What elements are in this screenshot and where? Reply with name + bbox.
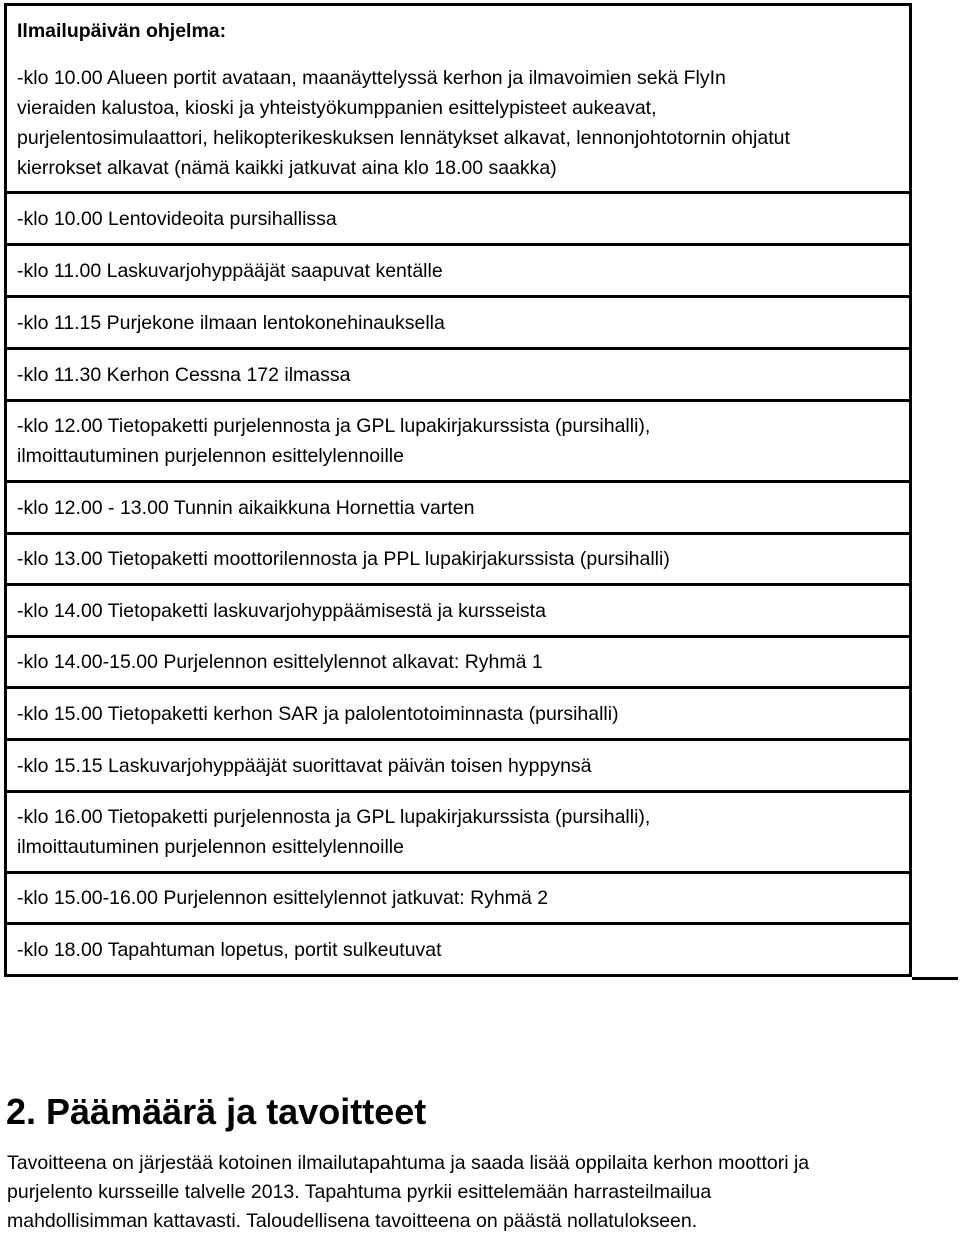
schedule-row (7, 399, 909, 480)
schedule-row (7, 295, 909, 347)
section-heading: 2. Päämäärä ja tavoitteet (6, 1091, 427, 1132)
schedule-row (7, 480, 909, 532)
schedule-row-text (17, 411, 650, 471)
schedule-row-text (17, 544, 670, 574)
schedule-row (7, 243, 909, 295)
schedule-line: ilmoittautuminen purjelennon esittelylennoille (17, 836, 404, 858)
paragraph-line: mahdollisimman kattavasti. Taloudellisena tavoitteena on päästä nollatulokseen. (7, 1210, 698, 1232)
schedule-line: -klo 13.00 Tietopaketti moottorilennosta ja PPL lupakirjakurssista (pursihalli) (17, 548, 670, 570)
schedule-row-text (17, 699, 619, 729)
schedule-row (7, 532, 909, 583)
schedule-row-text (17, 935, 442, 965)
schedule-row-text (17, 63, 790, 183)
schedule-line: kierrokset alkavat (nämä kaikki jatkuvat aina klo 18.00 saakka) (17, 157, 557, 179)
schedule-line: vieraiden kalustoa, kioski ja yhteistyökumppanien esittelypisteet aukeavat, (17, 97, 657, 119)
schedule-line: ilmoittautuminen purjelennon esittelylennoille (17, 445, 404, 467)
program-table (4, 3, 912, 977)
schedule-row-text (17, 802, 650, 862)
schedule-row-text (17, 256, 443, 286)
schedule-line: -klo 11.00 Laskuvarjohyppääjät saapuvat kentälle (17, 259, 443, 282)
schedule-line: -klo 11.15 Purjekone ilmaan lentokonehinauksella (17, 311, 445, 334)
schedule-line: -klo 14.00 Tietopaketti laskuvarjohyppäämisestä ja kursseista (17, 599, 546, 622)
schedule-row (7, 871, 909, 922)
schedule-row-text (17, 493, 474, 523)
schedule-line: -klo 16.00 Tietopaketti purjelennosta ja GPL lupakirjakurssista (pursihalli), (17, 806, 651, 828)
paragraph-line: Tavoitteena on järjestää kotoinen ilmailutapahtuma ja saada lisää oppilaita kerhon moottori ja (7, 1152, 810, 1174)
schedule-row-text (17, 360, 351, 390)
schedule-row-text (17, 883, 548, 913)
schedule-line: -klo 10.00 Lentovideoita pursihallissa (17, 207, 337, 230)
schedule-line: -klo 15.15 Laskuvarjohyppääjät suorittavat päivän toisen hyppynsä (17, 754, 592, 777)
program-title: Ilmailupäivän ohjelma: (17, 19, 227, 42)
schedule-line: -klo 15.00 Tietopaketti kerhon SAR ja palolentotoiminnasta (pursihalli) (17, 702, 619, 725)
schedule-row (7, 55, 909, 191)
schedule-row (7, 790, 909, 871)
schedule-row-text (17, 647, 543, 677)
schedule-line: -klo 14.00-15.00 Purjelennon esittelylennot alkavat: Ryhmä 1 (17, 651, 543, 673)
section-paragraph (7, 1149, 947, 1236)
schedule-row-text (17, 751, 592, 781)
schedule-row (7, 738, 909, 790)
schedule-line: -klo 18.00 Tapahtuman lopetus, portit sulkeutuvat (17, 938, 442, 961)
schedule-row (7, 347, 909, 399)
schedule-row (7, 583, 909, 635)
schedule-rows (7, 55, 909, 974)
schedule-row-text (17, 308, 445, 338)
program-title-row (7, 6, 909, 55)
schedule-line: -klo 11.30 Kerhon Cessna 172 ilmassa (17, 363, 351, 386)
schedule-line: -klo 15.00-16.00 Purjelennon esittelylennot jatkuvat: Ryhmä 2 (17, 887, 549, 909)
schedule-row (7, 922, 909, 974)
schedule-line: -klo 12.00 - 13.00 Tunnin aikaikkuna Hornettia varten (17, 496, 475, 519)
schedule-row (7, 686, 909, 738)
schedule-row-text (17, 204, 337, 234)
schedule-line: -klo 10.00 Alueen portit avataan, maanäyttelyssä kerhon ja ilmavoimien sekä FlyIn (17, 67, 726, 89)
schedule-row (7, 635, 909, 686)
schedule-row-text (17, 596, 546, 626)
schedule-row (7, 191, 909, 243)
schedule-line: purjelentosimulaattori, helikopterikeskuksen lennätykset alkavat, lennonjohtotornin ohjatut (17, 127, 790, 149)
table-border-extension (912, 977, 958, 980)
paragraph-line: purjelento kursseille talvelle 2013. Tapahtuma pyrkii esittelemään harrasteilmailua (7, 1181, 712, 1203)
schedule-line: -klo 12.00 Tietopaketti purjelennosta ja GPL lupakirjakurssista (pursihalli), (17, 415, 651, 437)
